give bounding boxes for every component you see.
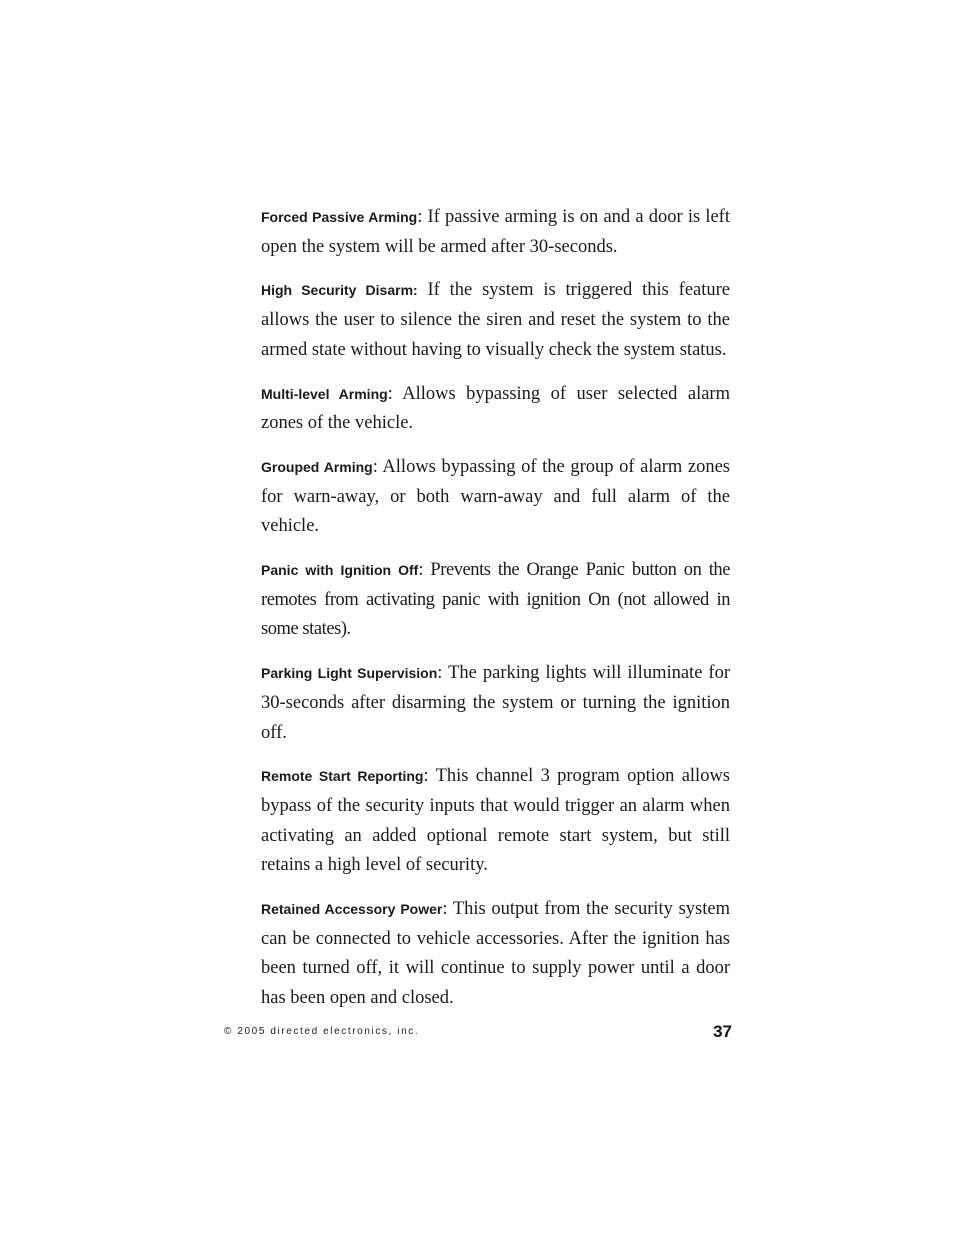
feature-description: : Allows bypassing of user selected alarm zones of the vehicle. <box>261 383 730 434</box>
feature-term: High Security Disarm: <box>261 282 418 299</box>
feature-description: : Prevents the Orange Panic button on the remotes from activating panic with ignition On (not allowed in some states). <box>261 560 730 640</box>
feature-multi-level-arming <box>261 380 730 439</box>
feature-term: Panic with Ignition Off <box>261 562 419 579</box>
feature-grouped-arming <box>261 453 730 542</box>
page-number: 37 <box>713 1022 732 1041</box>
page-footer <box>224 1022 732 1046</box>
feature-description: : Allows bypassing of the group of alarm zones for warn-away, or both warn-away and full alarm of the vehicle. <box>261 456 731 537</box>
feature-remote-start-reporting <box>261 762 730 881</box>
feature-description: : If passive arming is on and a door is left open the system will be armed after 30-seconds. <box>261 207 730 257</box>
feature-panic-with-ignition-off <box>261 556 730 645</box>
feature-description: : This channel 3 program option allows bypass of the security inputs that would trigger an alarm when activating an added optional remote start system, but still retains a high level of security. <box>261 766 730 876</box>
feature-list <box>261 203 730 1028</box>
feature-term: Multi-level Arming <box>261 385 388 402</box>
feature-term: Grouped Arming <box>261 458 373 475</box>
feature-description: : This output from the security system can be connected to vehicle accessories. After the ignition has been turned off, it will continue to supply power until a door has been open and closed. <box>261 899 730 1009</box>
feature-forced-passive-arming <box>261 203 730 262</box>
copyright-notice: © 2005 directed electronics, inc. <box>224 1026 420 1037</box>
feature-retained-accessory-power <box>261 895 730 1014</box>
feature-description: If the system is triggered this feature allows the user to silence the siren and reset the system to the armed state without having to visually check the system status. <box>261 280 731 360</box>
feature-term: Forced Passive Arming <box>261 209 418 225</box>
feature-term: Retained Accessory Power <box>261 901 443 918</box>
feature-parking-light-supervision <box>261 659 730 748</box>
feature-description: : The parking lights will illuminate for 30-seconds after disarming the system or turning the ignition off. <box>261 663 731 743</box>
feature-term: Parking Light Supervision <box>261 665 438 682</box>
feature-term: Remote Start Reporting <box>261 768 424 785</box>
feature-high-security-disarm <box>261 276 730 365</box>
